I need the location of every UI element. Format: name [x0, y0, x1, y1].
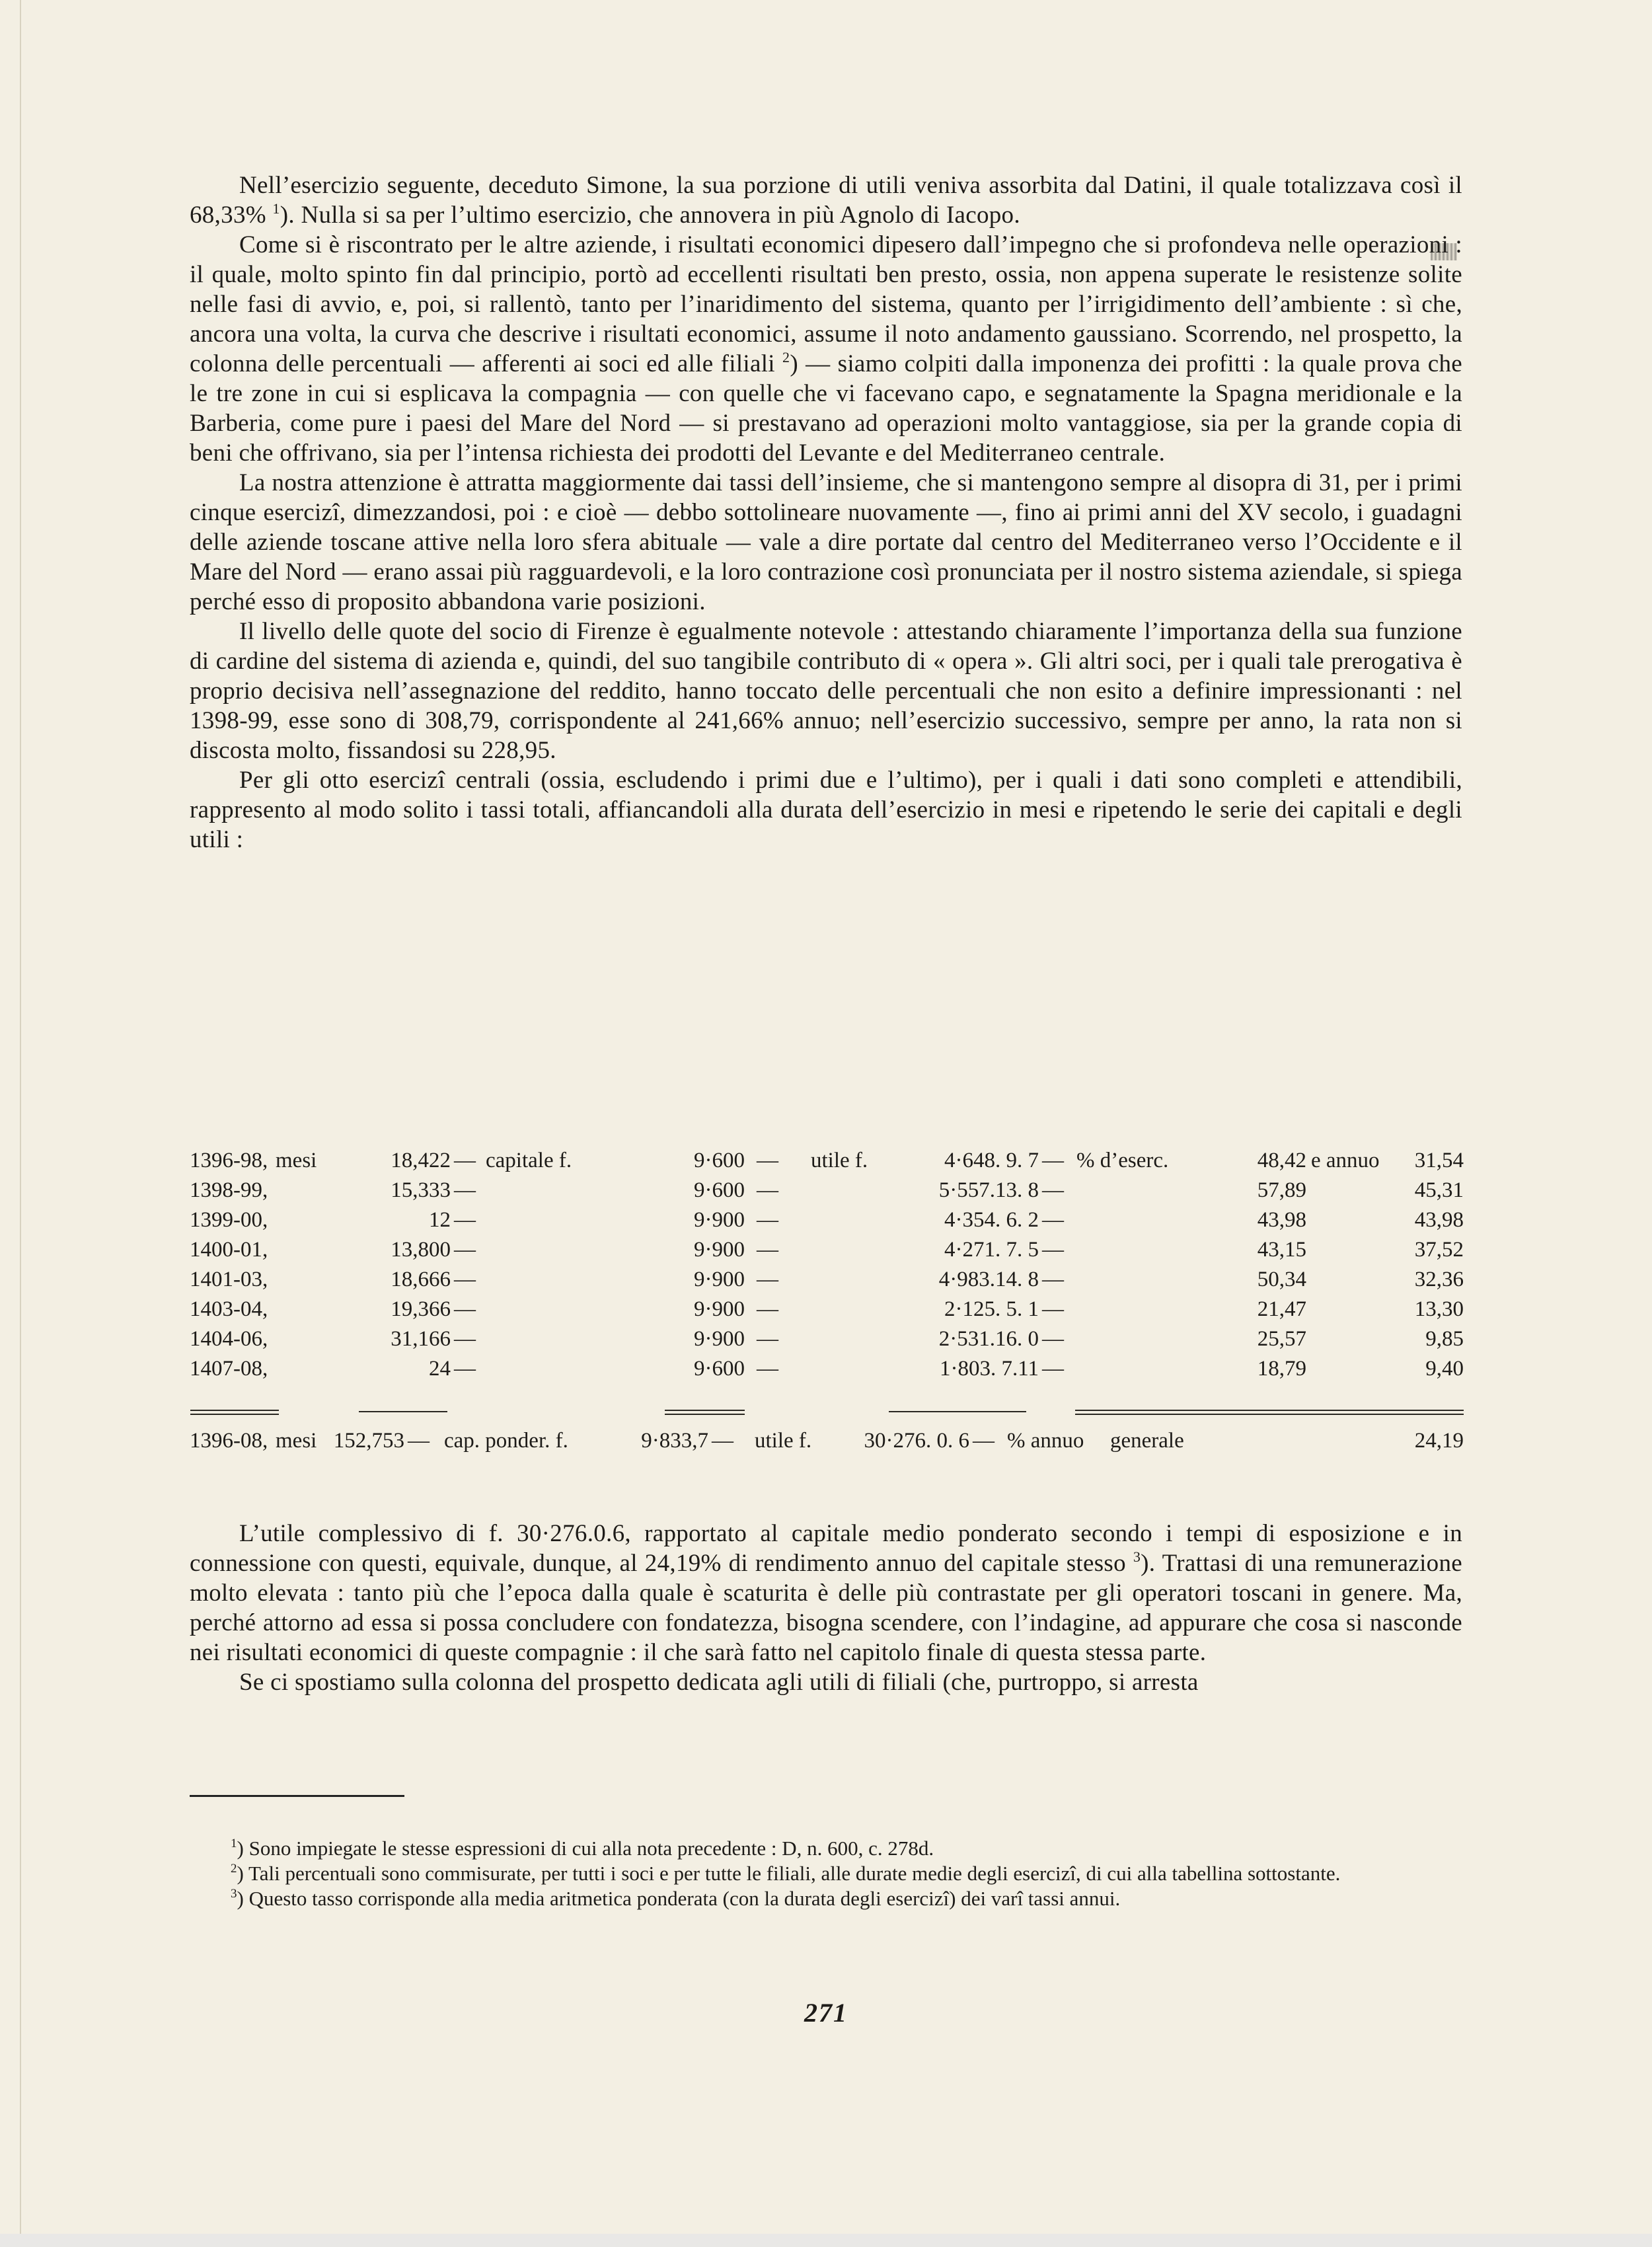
dash: — [1042, 1178, 1064, 1202]
body-text-before-table [190, 171, 1462, 855]
annuo-pct-cell: 32,36 [1414, 1268, 1464, 1291]
dash: — [712, 1429, 733, 1453]
period-cell: 1396-98, [190, 1149, 268, 1172]
utile-cell: 4·983.14. 8 [938, 1268, 1039, 1291]
esercizio-pct-cell: 43,15 [1257, 1238, 1306, 1262]
table-rule-double [665, 1410, 745, 1415]
summary-pct-label: % annuo [1007, 1429, 1084, 1453]
footnote-ref[interactable]: 3 [1133, 1548, 1141, 1565]
dash: — [757, 1208, 778, 1232]
esercizio-pct-cell: 50,34 [1257, 1268, 1306, 1291]
period-cell: 1398-99, [190, 1178, 268, 1202]
mesi-cell: 19,366 [391, 1297, 451, 1321]
annuo-pct-cell: 31,54 [1414, 1149, 1464, 1172]
dash: — [757, 1327, 778, 1351]
table-row [190, 1357, 1465, 1387]
table-row [190, 1178, 1465, 1208]
period-cell: 1399-00, [190, 1208, 268, 1232]
footnote: $^3$) Questo tasso corrisponde alla media aritmetica ponderata (con la durata degli esercizî) dei varî tassi annui. [231, 1887, 1121, 1910]
body-text-after-table [190, 1519, 1462, 1697]
summary-utile-label: utile f. [755, 1429, 812, 1453]
utile-cell: 4·354. 6. 2 [944, 1208, 1039, 1232]
table-rule-double [190, 1410, 279, 1415]
paragraph: Se ci spostiamo sulla colonna del prospetto dedicata agli utili di filiali (che, purtroppo, si arresta [239, 1669, 1199, 1696]
mesi-cell: 31,166 [391, 1327, 451, 1351]
period-cell: 1407-08, [190, 1357, 268, 1381]
esercizio-pct-cell: 25,57 [1257, 1327, 1306, 1351]
dash: — [1042, 1208, 1064, 1232]
capitale-cell: 9·900 [694, 1327, 745, 1351]
dash: — [454, 1297, 476, 1321]
dash: — [1042, 1149, 1064, 1172]
annuo-pct-cell: 9,40 [1425, 1357, 1464, 1381]
esercizio-pct-cell: 18,79 [1257, 1357, 1306, 1381]
dash: — [1042, 1357, 1064, 1381]
capitale-label: capitale f. [486, 1149, 572, 1172]
capitale-cell: 9·600 [694, 1149, 745, 1172]
dash: — [1042, 1238, 1064, 1262]
period-cell: 1404-06, [190, 1327, 268, 1351]
esercizio-pct-cell: 21,47 [1257, 1297, 1306, 1321]
paragraph: La nostra attenzione è attratta maggiormente dai tassi dell’insieme, che si mantengono sempre al disopra di 31, per i primi cinque esercizî, dimezzandosi, poi : e cioè — debbo sottolineare nuovamente —, fino ai primi anni del XV secolo, i guadagni delle aziende toscane attive nella loro sfera abituale — vale a dire portate dal centro del Mediterraneo verso l’Occidente e il Mare del Nord — erano assai più ragguardevoli, e la loro contrazione così pronunciata per il nostro sistema aziendale, si spiega perché esso di proposito abbandona varie posizioni. [190, 469, 1462, 615]
utile-cell: 1·803. 7.11 [939, 1357, 1039, 1381]
utile-label: utile f. [811, 1149, 868, 1172]
annuo-label: e annuo [1311, 1149, 1380, 1172]
table-rule [889, 1411, 1026, 1412]
binding-edge [20, 0, 21, 2234]
annuo-pct-cell: 13,30 [1414, 1297, 1464, 1321]
pct-label: % d’eserc. [1076, 1149, 1169, 1172]
esercizio-pct-cell: 57,89 [1257, 1178, 1306, 1202]
utile-cell: 4·271. 7. 5 [944, 1238, 1039, 1262]
annuo-pct-cell: 45,31 [1414, 1178, 1464, 1202]
summary-mesi-label: mesi [276, 1429, 317, 1453]
table-rule [359, 1411, 447, 1412]
footnote: $^1$) Sono impiegate le stesse espressioni di cui alla nota precedente : D, n. 600, c. 278d. [231, 1837, 934, 1860]
mesi-cell: 18,422 [391, 1149, 451, 1172]
mesi-cell: 12 [429, 1208, 451, 1232]
footnotes [190, 1836, 1462, 1911]
dash: — [454, 1268, 476, 1291]
dash: — [757, 1149, 778, 1172]
table-summary-row [190, 1429, 1465, 1459]
dash: — [757, 1297, 778, 1321]
capitale-cell: 9·900 [694, 1208, 745, 1232]
table-row [190, 1208, 1465, 1238]
mesi-cell: 18,666 [391, 1268, 451, 1291]
paragraph: Per gli otto esercizî centrali (ossia, escludendo i primi due e l’ultimo), per i quali i dati sono completi e attendibili, rappresento al modo solito i tassi totali, affiancandoli alla durata dell’esercizio in mesi e ripetendo le serie dei capitali e degli utili : [190, 767, 1462, 853]
page-number: 271 [804, 1998, 848, 2028]
dash: — [454, 1327, 476, 1351]
utile-cell: 5·557.13. 8 [938, 1178, 1039, 1202]
utile-cell: 2·531.16. 0 [938, 1327, 1039, 1351]
capitale-cell: 9·900 [694, 1238, 745, 1262]
dash: — [454, 1149, 476, 1172]
summary-period: 1396-08, [190, 1429, 268, 1453]
capitale-cell: 9·600 [694, 1357, 745, 1381]
period-cell: 1401-03, [190, 1268, 268, 1291]
utile-cell: 4·648. 9. 7 [944, 1149, 1039, 1172]
utile-cell: 2·125. 5. 1 [944, 1297, 1039, 1321]
paragraph: L’utile complessivo di f. 30·276.0.6, rapportato al capitale medio ponderato secondo i tempi di esposizione e in connessione con questi, equivale, dunque, al 24,19% di rendimento annuo del capitale stesso $^3$). Trattasi di una remunerazione molto elevata : tanto più che l’epoca dalla quale è scaturita è delle più contrastate per gli operatori toscani in genere. Ma, perché attorno ad essa si possa concludere con fondatezza, bisogna scendere, con l’indagine, ad appurare che cosa si nasconde nei risultati economici di queste compagnie : il che sarà fatto nel capitolo finale di questa stessa parte. [190, 1520, 1462, 1666]
summary-mesi: 152,753 [333, 1429, 404, 1453]
footnote-separator [190, 1795, 404, 1797]
paragraph: Nell’esercizio seguente, deceduto Simone, la sua porzione di utili veniva assorbita dal Datini, il quale totalizzava così il 68,33% $^1$). Nulla si sa per l’ultimo esercizio, che annovera in più Agnolo di Iacopo. [190, 172, 1462, 229]
table-row [190, 1149, 1465, 1178]
period-cell: 1403-04, [190, 1297, 268, 1321]
paragraph: Come si è riscontrato per le altre aziende, i risultati economici dipesero dall’impegno che si profondeva nelle operazioni : il quale, molto spinto fin dal principio, portò ad eccellenti risultati ben presto, ossia, non appena superate le resistenze solite nelle fasi di avvio, e, poi, si rallentò, tanto per l’inaridimento del sistema, quanto per l’irrigidimento dell’ambiente : sì che, ancora una volta, la curva che descrive i risultati economici, assume il noto andamento gaussiano. Scorrendo, nel prospetto, la colonna delle percentuali — afferenti ai soci ed alle filiali $^2$) — siamo colpiti dalla imponenza dei profitti : la quale prova che le tre zone in cui si esplicava la compagnia — con quelle che vi facevano capo, e segnatamente la Spagna meridionale e la Barberia, come pure i paesi del Mare del Nord — si prestavano ad operazioni molto vantaggiose, sia per la grande copia di beni che offrivano, sia per l’intensa richiesta dei prodotti del Levante e del Mediterraneo centrale. [190, 231, 1462, 467]
summary-capitale-label: cap. ponder. f. [444, 1429, 568, 1453]
dash: — [454, 1208, 476, 1232]
annuo-pct-cell: 9,85 [1425, 1327, 1464, 1351]
dash: — [757, 1178, 778, 1202]
mesi-label: mesi [276, 1149, 317, 1172]
table-row [190, 1238, 1465, 1268]
dash: — [973, 1429, 995, 1453]
paragraph: Il livello delle quote del socio di Firenze è egualmente notevole : attestando chiaramente l’importanza della sua funzione di cardine del sistema di azienda e, quindi, del suo tangibile contributo di « opera ». Gli altri soci, per i quali tale prerogativa è proprio decisiva nell’assegnazione del reddito, hanno toccato delle percentuali che non esito a definire impressionanti : nel 1398-99, esse sono di 308,79, corrispondente al 241,66% annuo; nell’esercizio successivo, sempre per anno, la rata non si discosta molto, fissandosi su 228,95. [190, 618, 1462, 764]
footnote-ref[interactable]: 1 [272, 200, 280, 217]
capitale-cell: 9·900 [694, 1268, 745, 1291]
dash: — [454, 1357, 476, 1381]
mesi-cell: 13,800 [391, 1238, 451, 1262]
dash: — [757, 1238, 778, 1262]
summary-utile: 30·276. 0. 6 [864, 1429, 969, 1453]
table-row [190, 1327, 1465, 1357]
footnote-ref[interactable]: 2 [782, 349, 790, 365]
dash: — [757, 1357, 778, 1381]
annuo-pct-cell: 43,98 [1414, 1208, 1464, 1232]
capitale-cell: 9·900 [694, 1297, 745, 1321]
dash: — [408, 1429, 430, 1453]
table-rule-double [1075, 1410, 1464, 1415]
dash: — [454, 1178, 476, 1202]
esercizio-pct-cell: 43,98 [1257, 1208, 1306, 1232]
esercizio-pct-cell: 48,42 [1257, 1149, 1306, 1172]
summary-capitale: 9·833,7 [641, 1429, 708, 1453]
dash: — [454, 1238, 476, 1262]
annuo-pct-cell: 37,52 [1414, 1238, 1464, 1262]
dash: — [757, 1268, 778, 1291]
period-cell: 1400-01, [190, 1238, 268, 1262]
dash: — [1042, 1327, 1064, 1351]
mesi-cell: 24 [429, 1357, 451, 1381]
summary-annuo: 24,19 [1414, 1429, 1464, 1453]
mesi-cell: 15,333 [391, 1178, 451, 1202]
footnote: $^2$) Tali percentuali sono commisurate, per tutti i soci e per tutte le filiali, alle durate medie degli esercizî, di cui alla tabellina sottostante. [231, 1862, 1341, 1885]
dash: — [1042, 1268, 1064, 1291]
summary-generale-label: generale [1110, 1429, 1184, 1453]
dash: — [1042, 1297, 1064, 1321]
table-row [190, 1268, 1465, 1297]
capitale-cell: 9·600 [694, 1178, 745, 1202]
table-row [190, 1297, 1465, 1327]
results-table [190, 1149, 1465, 1387]
